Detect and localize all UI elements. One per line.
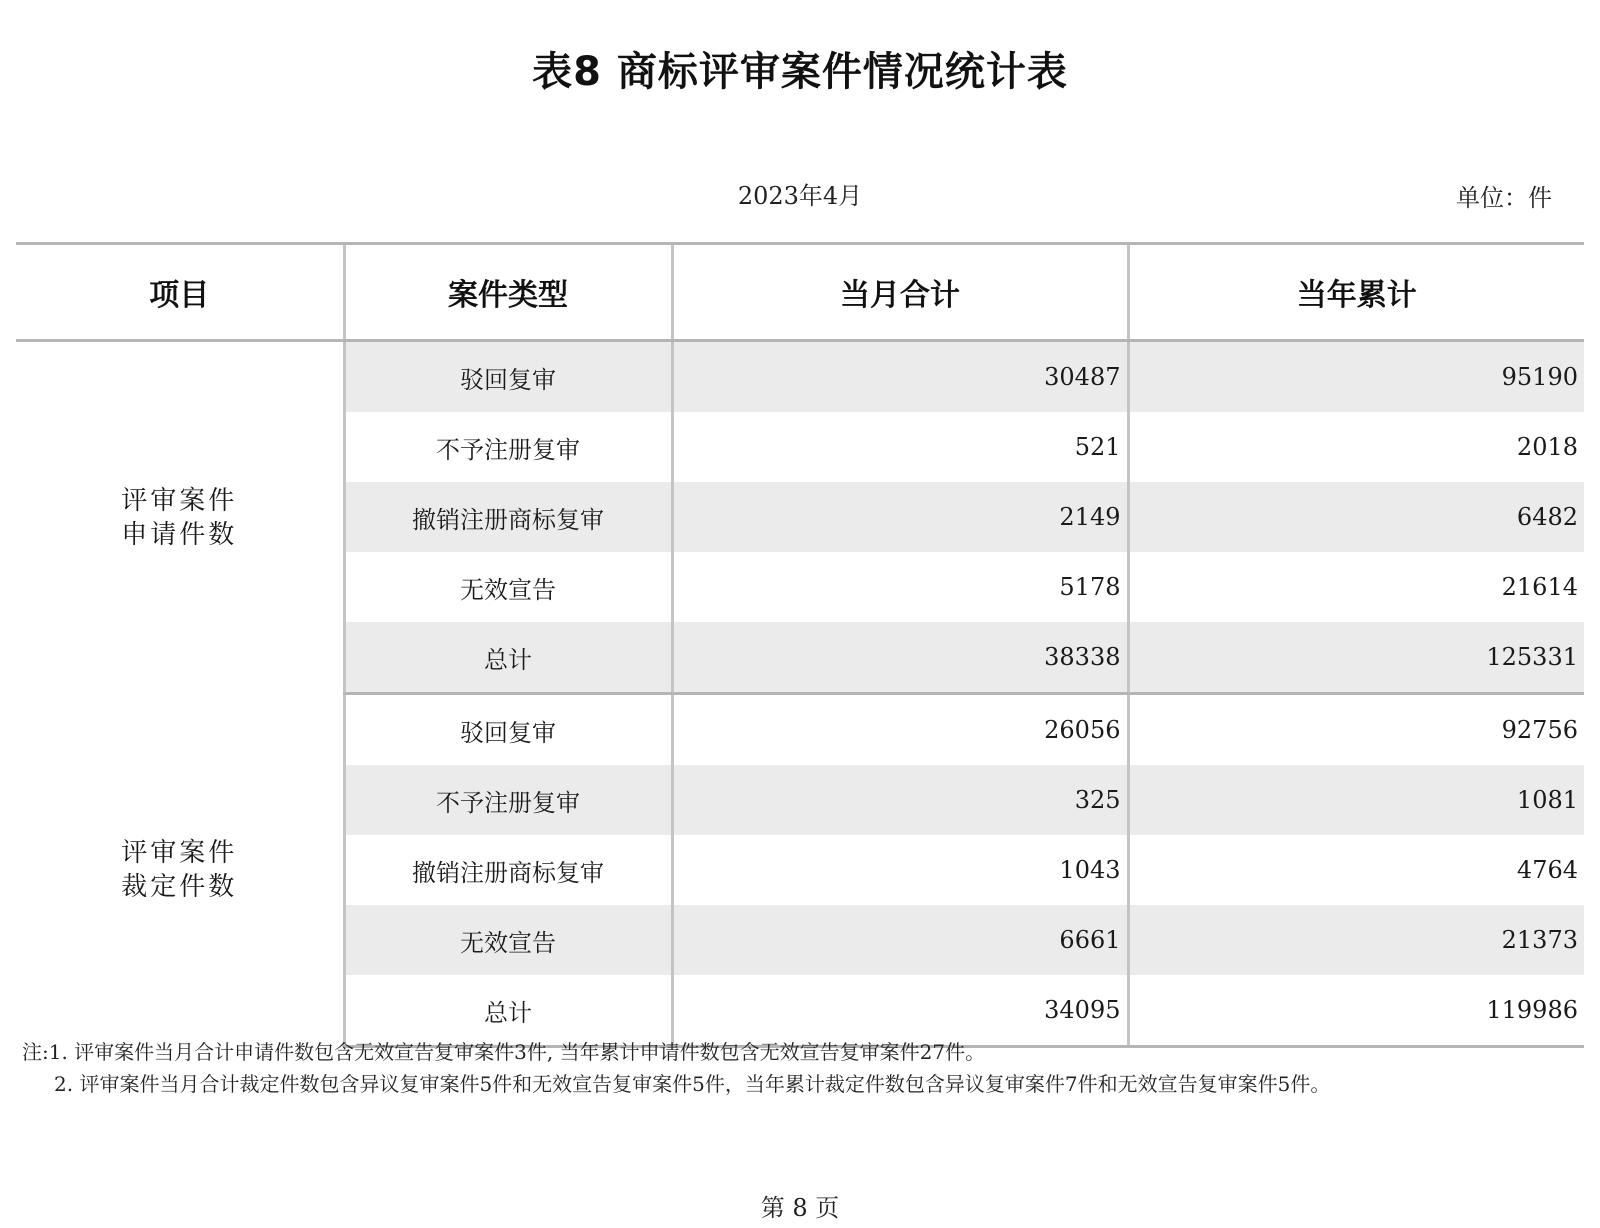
footnote-1: 注:1. 评审案件当月合计申请件数包含无效宣告复审案件3件, 当年累计申请件数包含无效宣告复审案件27件。 [22, 1040, 986, 1064]
header-month-total: 当月合计 [672, 244, 1128, 341]
month-total-cell: 34095 [672, 975, 1128, 1047]
month-total-cell: 521 [672, 412, 1128, 482]
case-type-cell: 不予注册复审 [344, 412, 672, 482]
month-total-cell: 2149 [672, 482, 1128, 552]
header-item: 项目 [16, 244, 344, 341]
group-label-line: 裁定件数 [121, 872, 238, 902]
group-label [16, 694, 344, 1047]
case-type-cell: 撤销注册商标复审 [344, 482, 672, 552]
month-total-cell: 38338 [672, 622, 1128, 694]
group-label-line: 评审案件 [121, 485, 238, 516]
month-total-cell: 26056 [672, 694, 1128, 766]
case-type-cell: 无效宣告 [344, 905, 672, 975]
page-title: 表8 商标评审案件情况统计表 [532, 49, 1068, 95]
month-total-cell: 5178 [672, 552, 1128, 622]
group-rulings [16, 694, 1584, 1047]
table-row [16, 341, 1584, 413]
group-label-line: 评审案件 [121, 838, 238, 868]
year-total-cell: 119986 [1128, 975, 1584, 1047]
case-type-cell: 驳回复审 [344, 341, 672, 413]
header-row [16, 244, 1584, 341]
statistics-table [16, 242, 1584, 1048]
year-total-cell: 21373 [1128, 905, 1584, 975]
year-total-cell: 6482 [1128, 482, 1584, 552]
footnotes [22, 1036, 1330, 1100]
case-type-cell: 不予注册复审 [344, 765, 672, 835]
month-total-cell: 6661 [672, 905, 1128, 975]
footnote-2: 2. 评审案件当月合计裁定件数包含异议复审案件5件和无效宣告复审案件5件，当年累计裁定件数包含异议复审案件7件和无效宣告复审案件5件。 [54, 1072, 1331, 1096]
month-total-cell: 1043 [672, 835, 1128, 905]
year-total-cell: 125331 [1128, 622, 1584, 694]
year-total-cell: 2018 [1128, 412, 1584, 482]
report-date: 2023年4月 [737, 182, 863, 210]
header-case-type: 案件类型 [344, 244, 672, 341]
group-label-line: 申请件数 [121, 519, 238, 550]
year-total-cell: 1081 [1128, 765, 1584, 835]
year-total-cell: 95190 [1128, 341, 1584, 413]
case-type-cell: 总计 [344, 622, 672, 694]
header-year-total: 当年累计 [1128, 244, 1584, 341]
case-type-cell: 无效宣告 [344, 552, 672, 622]
month-total-cell: 30487 [672, 341, 1128, 413]
case-type-cell: 总计 [344, 975, 672, 1047]
group-applications [16, 341, 1584, 694]
page-number: 第 8 页 [760, 1194, 840, 1222]
case-type-cell: 撤销注册商标复审 [344, 835, 672, 905]
unit-label: 单位：件 [1456, 184, 1552, 212]
case-type-cell: 驳回复审 [344, 694, 672, 766]
table-row [16, 694, 1584, 766]
year-total-cell: 4764 [1128, 835, 1584, 905]
group-label [16, 341, 344, 694]
year-total-cell: 92756 [1128, 694, 1584, 766]
year-total-cell: 21614 [1128, 552, 1584, 622]
month-total-cell: 325 [672, 765, 1128, 835]
